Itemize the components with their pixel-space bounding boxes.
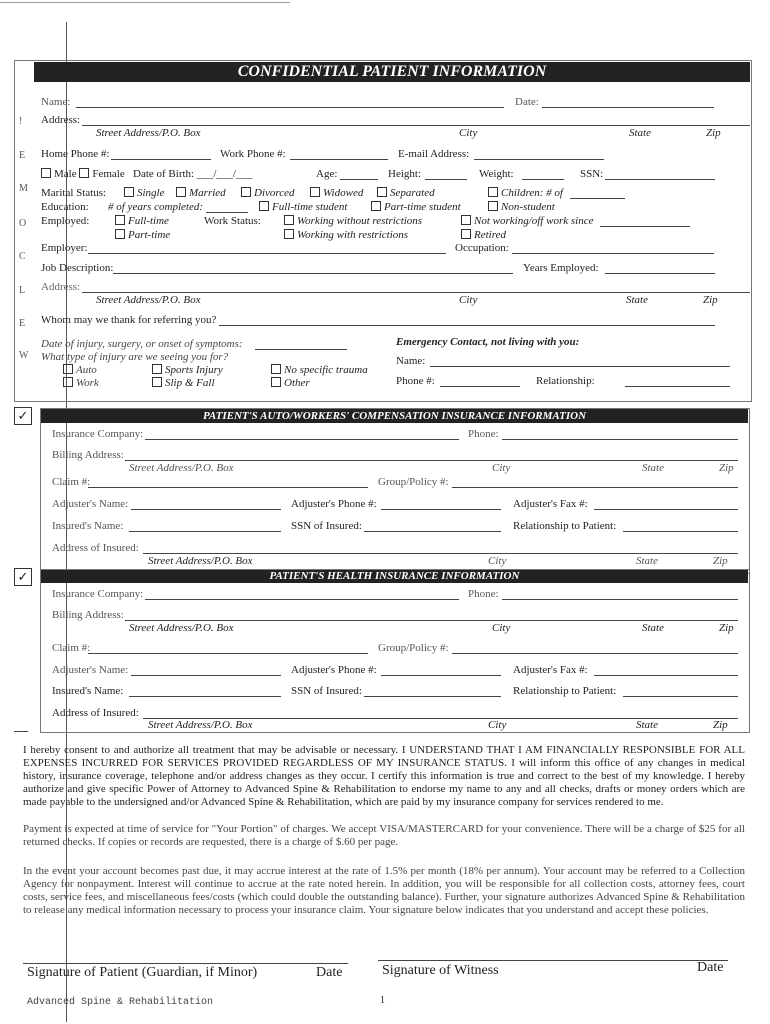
fulltime-student-option[interactable]: Full-time student [259,201,347,213]
city-caption: City [488,719,507,731]
demographics-header: CONFIDENTIAL PATIENT INFORMATION [34,62,750,82]
auto-adj-phone-label: Adjuster's Phone #: [291,498,377,510]
health-ssn-insured-label: SSN of Insured: [291,685,362,697]
side-letter: M [19,183,28,194]
street-caption: Street Address/P.O. Box [129,622,234,634]
female-checkbox[interactable] [79,168,89,178]
auto-claim-field[interactable] [88,487,368,488]
street-caption: Street Address/P.O. Box [148,555,253,567]
divorced-option[interactable]: Divorced [241,187,295,199]
auto-billing-field[interactable] [125,460,738,461]
page-number: 1 [380,995,385,1006]
education-label: Education: [41,201,89,213]
ec-relationship-field[interactable] [625,386,730,387]
non-student-option[interactable]: Non-student [488,201,555,213]
weight-field[interactable] [522,179,564,180]
gender-row [41,168,125,180]
male-checkbox[interactable] [41,168,51,178]
health-group-label: Group/Policy #: [378,642,449,654]
years-employed-label: Years Employed: [523,262,599,274]
health-phone-label: Phone: [468,588,499,600]
health-billing-label: Billing Address: [52,609,124,621]
years-employed-field[interactable] [605,273,715,274]
health-address-insured-label: Address of Insured: [52,707,139,719]
auto-insurance-box [40,408,750,574]
zip-caption: Zip [713,555,728,567]
health-adj-name-field[interactable] [131,675,281,676]
patient-signature-label: Signature of Patient (Guardian, if Minor) [27,965,258,980]
auto-adj-phone-field[interactable] [381,509,501,510]
side-letter: L [19,285,26,296]
street-caption: Street Address/P.O. Box [96,127,201,139]
health-insurance-checkbox[interactable]: ✓ [14,568,32,586]
city-caption: City [488,555,507,567]
auto-phone-label: Phone: [468,428,499,440]
auto-billing-label: Billing Address: [52,449,124,461]
health-adj-fax-field[interactable] [594,675,738,676]
date2-label: Date [697,960,724,975]
occupation-field[interactable] [512,253,714,254]
date-label: Date: [515,96,539,108]
health-insured-name-label: Insured's Name: [52,685,124,697]
health-group-field[interactable] [452,653,738,654]
ssn-field[interactable] [605,179,715,180]
auto-group-label: Group/Policy #: [378,476,449,488]
health-claim-label: Claim #: [52,642,91,654]
date-field[interactable] [542,107,714,108]
employer-address-field[interactable] [82,292,750,293]
referral-label: Whom may we thank for referring you? [41,314,217,326]
job-description-label: Job Description: [41,262,114,274]
health-claim-field[interactable] [88,653,368,654]
auto-insured-name-field[interactable] [129,531,281,532]
children-option[interactable]: Children: # of [488,187,563,199]
dob-label: Date of Birth: ___/___/___ [133,168,253,180]
not-working-option[interactable]: Not working/off work since [461,215,593,227]
email-label: E-mail Address: [398,148,470,160]
retired-option[interactable]: Retired [461,229,506,241]
ec-name-label: Name: [396,355,426,367]
part-time-option[interactable]: Part-time [115,229,170,241]
side-letter: E [19,150,26,161]
auto-address-insured-label: Address of Insured: [52,542,139,554]
street-caption: Street Address/P.O. Box [96,294,201,306]
health-insured-name-field[interactable] [129,696,281,697]
state-caption: State [636,555,658,567]
auto-adj-name-field[interactable] [131,509,281,510]
full-time-option[interactable]: Full-time [115,215,169,227]
employer-field[interactable] [88,253,446,254]
auto-company-field[interactable] [145,439,459,440]
auto-phone-field[interactable] [502,439,738,440]
separated-option[interactable]: Separated [377,187,435,199]
witness-signature-label: Signature of Witness [382,963,499,978]
state-caption: State [629,127,651,139]
ssn-label: SSN: [580,168,604,180]
date1-label: Date [316,965,343,980]
home-phone-field[interactable] [111,159,211,160]
auto-group-field[interactable] [452,487,738,488]
date-of-injury-label: Date of injury, surgery, or onset of symptoms: [41,338,243,350]
employer-label: Employer: [41,242,88,254]
ec-name-field[interactable] [430,366,730,367]
age-field[interactable] [340,179,378,180]
weight-label: Weight: [479,168,514,180]
health-adj-fax-label: Adjuster's Fax #: [513,664,588,676]
health-insurance-header: PATIENT'S HEALTH INSURANCE INFORMATION [41,570,748,583]
date1-line[interactable] [312,963,348,964]
state-caption: State [636,719,658,731]
without-restrictions-option[interactable]: Working without restrictions [284,215,422,227]
side-letter: E [19,318,26,329]
auto-adj-fax-field[interactable] [594,509,738,510]
scan-line-top [0,2,290,3]
address-field[interactable] [82,125,750,126]
work-status-label: Work Status: [204,215,261,227]
employed-label: Employed: [41,215,90,227]
height-label: Height: [388,168,421,180]
city-caption: City [492,462,511,474]
health-company-field[interactable] [145,599,459,600]
other-option[interactable]: Other [271,377,310,389]
patient-signature-line[interactable] [23,963,313,964]
auto-ssn-insured-label: SSN of Insured: [291,520,362,532]
not-working-field[interactable] [600,226,690,227]
zip-caption: Zip [719,622,734,634]
ec-relationship-label: Relationship: [536,375,595,387]
ec-phone-field[interactable] [440,386,520,387]
referral-field[interactable] [219,325,715,326]
zip-caption: Zip [703,294,718,306]
footer-org: Advanced Spine & Rehabilitation [27,997,214,1008]
female-label: Female [92,168,125,180]
work-option[interactable]: Work [63,377,99,389]
zip-caption: Zip [719,462,734,474]
male-label: Male [54,168,77,180]
health-adj-name-label: Adjuster's Name: [52,664,129,676]
age-label: Age: [316,168,338,180]
auto-option[interactable]: Auto [63,364,97,376]
occupation-label: Occupation: [455,242,509,254]
witness-signature-line[interactable] [378,960,728,961]
emergency-contact-heading: Emergency Contact, not living with you: [396,336,580,348]
job-description-field[interactable] [113,273,513,274]
state-caption: State [642,462,664,474]
margin-tick [14,731,28,732]
state-caption: State [626,294,648,306]
side-letter: C [19,251,26,262]
city-caption: City [492,622,511,634]
married-option[interactable]: Married [176,187,226,199]
street-caption: Street Address/P.O. Box [129,462,234,474]
zip-caption: Zip [706,127,721,139]
work-phone-label: Work Phone #: [220,148,286,160]
auto-company-label: Insurance Company: [52,428,144,440]
ec-phone-label: Phone #: [396,375,435,387]
health-company-label: Insurance Company: [52,588,144,600]
sports-injury-option[interactable]: Sports Injury [152,364,223,376]
side-letter: O [19,218,27,229]
health-adj-phone-field[interactable] [381,675,501,676]
work-phone-field[interactable] [290,159,388,160]
side-letter: ! [19,116,23,127]
auto-insurance-checkbox[interactable]: ✓ [14,407,32,425]
health-adj-phone-label: Adjuster's Phone #: [291,664,377,676]
side-letter: W [19,350,29,361]
auto-relationship-field[interactable] [623,531,738,532]
street-caption: Street Address/P.O. Box [148,719,253,731]
with-restrictions-option[interactable]: Working with restrictions [284,229,408,241]
health-phone-field[interactable] [502,599,738,600]
collections-paragraph: In the event your account becomes past due, it may accrue interest at the rate of 1.5% per month (18% per annum). Your account may be referred to a Collection Agency for nonpayment. Interest will continue to accrue at the rate noted herein. In addition, you will be responsible for all collection costs, attorney fees, court costs, service fees, and miscellaneous fees/costs (which could double the outstanding balance). Further, your signature authorizes Advanced Spine & Rehabilitation to release any medical information necessary to process your insurance claim. Your signature below indicates that you understand and accept these policies. [23,865,745,916]
name-field[interactable] [76,107,504,108]
height-field[interactable] [425,179,467,180]
address-label: Address: [41,114,81,126]
auto-adj-name-label: Adjuster's Name: [52,498,129,510]
children-field[interactable] [570,198,625,199]
years-completed-label: # of years completed: [108,201,203,213]
date-of-injury-field[interactable] [255,349,347,350]
parttime-student-option[interactable]: Part-time student [371,201,461,213]
consent-paragraph: I hereby consent to and authorize all treatment that may be advisable or necessary. I UNDERSTAND THAT I AM FINANCIALLY RESPONSIBLE FOR ALL EXPENSES INCURRED FOR SERVICES PROVIDED REGARDLESS OF MY INSURANCE STATUS. I will inform this office of any changes in medical history, insurance coverage, telephone and/or address changes as they occur. I certify this information is true and correct to the best of my knowledge. I hereby authorize and give specific Power of Attorney to Advanced Spine & Rehabilitation to endorse my name to any and all checks, drafts or money orders which are made payable to the undersigned and/or Advanced Spine & Rehabilitation, which are paid by my insurance company for services rendered to me. [23,744,745,808]
employer-address-label: Address: [41,281,81,293]
marital-label: Marital Status: [41,187,107,199]
auto-insured-name-label: Insured's Name: [52,520,124,532]
auto-relationship-label: Relationship to Patient: [513,520,617,532]
auto-address-insured-field[interactable] [143,553,738,554]
health-ssn-insured-field[interactable] [364,696,501,697]
health-billing-field[interactable] [125,620,738,621]
slip-fall-option[interactable]: Slip & Fall [152,377,215,389]
years-completed-field[interactable] [206,212,248,213]
state-caption: State [642,622,664,634]
zip-caption: Zip [713,719,728,731]
no-trauma-option[interactable]: No specific trauma [271,364,368,376]
auto-claim-label: Claim #: [52,476,91,488]
home-phone-label: Home Phone #: [41,148,110,160]
name-label: Name: [41,96,71,108]
auto-adj-fax-label: Adjuster's Fax #: [513,498,588,510]
single-option[interactable]: Single [124,187,165,199]
city-caption: City [459,294,478,306]
health-relationship-label: Relationship to Patient: [513,685,617,697]
payment-paragraph: Payment is expected at time of service for "Your Portion" of charges. We accept VISA/MASTERCARD for your convenience. There will be a charge of $25 for all returned checks. If copies or records are requested, there is a charge of $.60 per page. [23,823,745,848]
type-of-injury-label: What type of injury are we seeing you for? [41,351,229,363]
email-field[interactable] [474,159,604,160]
city-caption: City [459,127,478,139]
auto-insurance-header: PATIENT'S AUTO/WORKERS' COMPENSATION INSURANCE INFORMATION [41,409,748,423]
auto-ssn-insured-field[interactable] [364,531,501,532]
health-relationship-field[interactable] [623,696,738,697]
widowed-option[interactable]: Widowed [310,187,363,199]
